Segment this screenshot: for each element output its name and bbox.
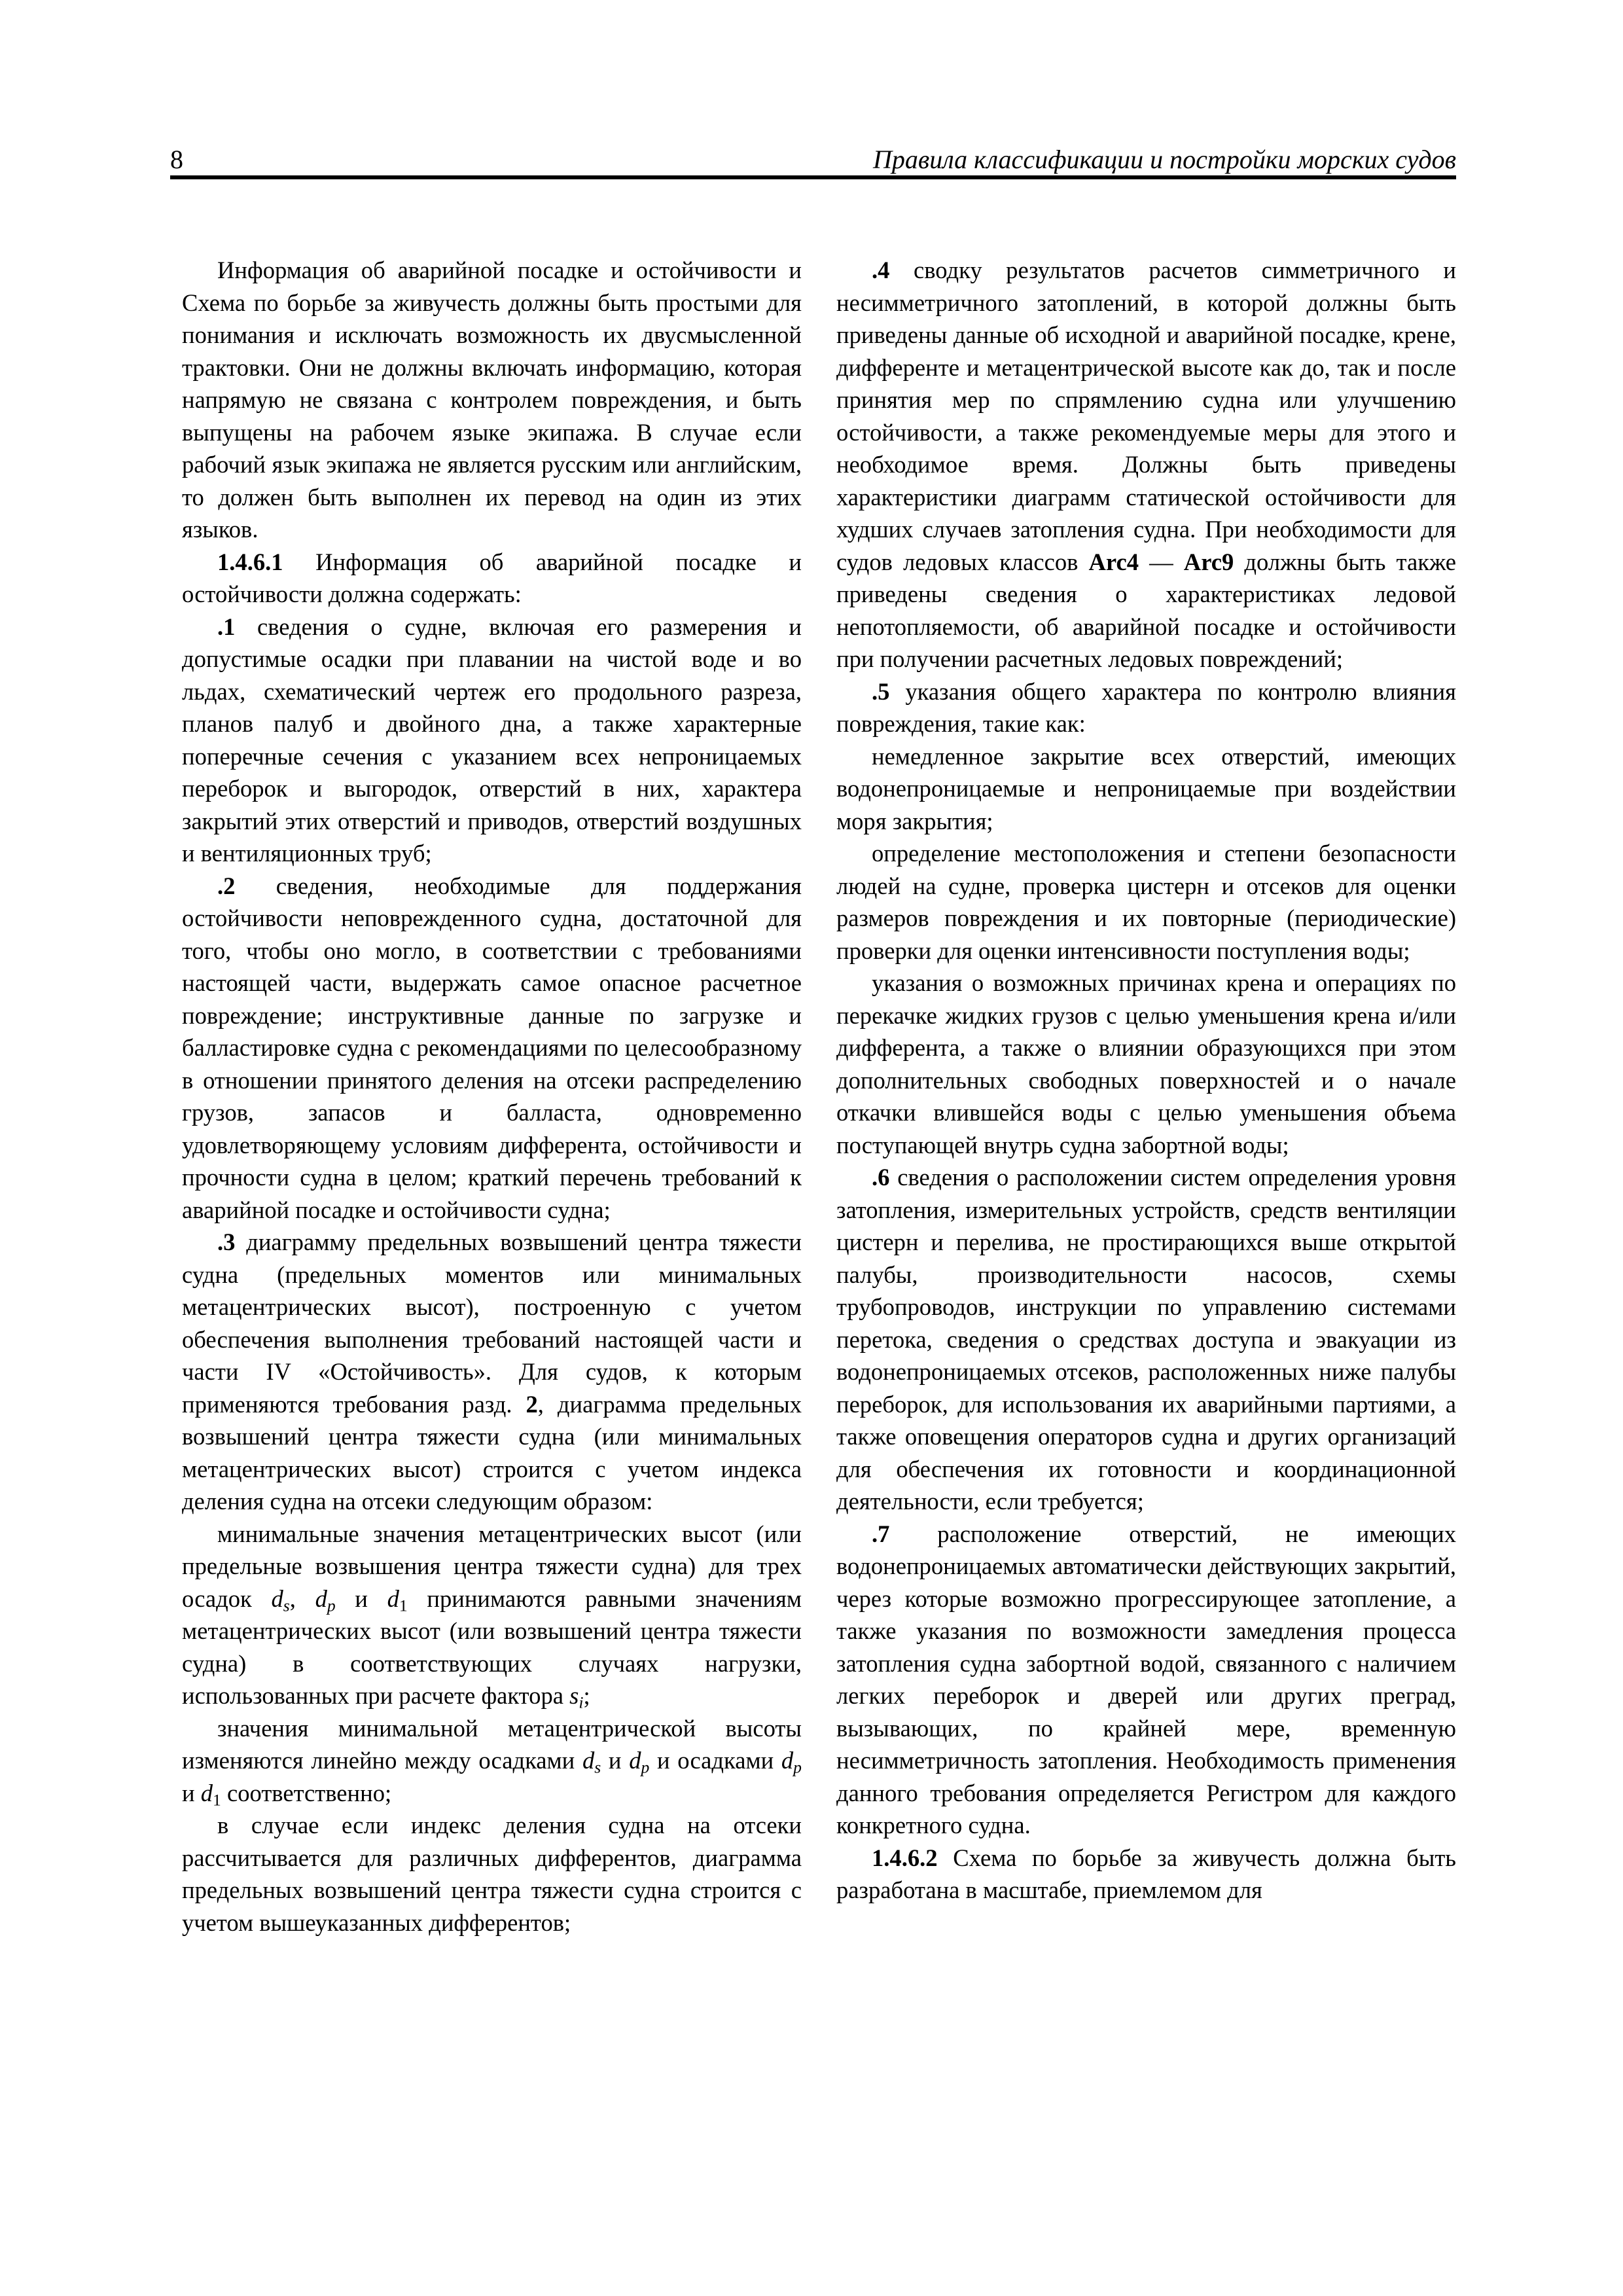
item-4: .4 сводку результатов расчетов симметричного и несимметричного затоплений, в которой должны быть приведены данные об исходной и аварийной посадке, крене, дифференте и метацентрической высоте как до, так и после принятия мер по спрямлению судна или улучшению остойчивости, а также рекомендуемые меры для этого и необходимое время. Должны быть приведены характеристики диаграмм статической остойчивости для худших случаев затопления судна. При необходимости для судов ледовых классов Arc4 — Arc9 должны быть также приведены сведения о характеристиках ледовой непотопляемости, об аварийной посадке и остойчивости при получении расчетных ледовых повреждений; [836,257,1456,672]
paragraph-intro: Информация об аварийной посадке и остойчивости и Схема по борьбе за живучесть должны быть простыми для понимания и исключать возможность их двусмысленной трактовки. Они не должны включать информацию, которая напрямую не связана с контролем повреждения, и быть выпущены на рабочем языке экипажа. В случае если рабочий язык экипажа не является русским или английским, то должен быть выполнен их перевод на один из этих языков. [182,257,802,543]
item-number: .2 [217,872,236,899]
paragraph-trim-diagram: в случае если индекс деления судна на отсеки рассчитывается для различных дифферентов, диаграмма предельных возвышений центра тяжести судна строится с учетом вышеуказанных дифферентов; [182,1812,802,1936]
clause-number: 1.4.6.2 [872,1844,938,1871]
paragraph-location-safety: определение местоположения и степени безопасности людей на судне, проверка цистерн и отсеков для оценки размеров повреждения и их повторные (периодические) проверки для оценки интенсивности поступления воды; [836,840,1456,964]
item-number: .6 [872,1164,890,1191]
clause-number: 1.4.6.1 [217,548,283,575]
item-5: .5 указания общего характера по контролю влияния повреждения, такие как: [836,677,1456,737]
left-column [182,254,802,1939]
paragraph-minimal-values: минимальные значения метацентрических высот (или предельные возвышения центра тяжести судна) для трех осадок $d_s$, $d_p$ и $d_1$ принимаются равными значениям метацентрических высот (или возвышений центра тяжести судна) в соответствующих случаях нагрузки, использованных при расчете фактора $s_i$; [182,1520,802,1712]
item-number: .1 [217,613,236,640]
paragraph-1-4-6-1: 1.4.6.1 Информация об аварийной посадке и остойчивости должна содержать: [182,548,802,607]
header-rule [170,175,1456,179]
ice-class-arc4: Arc4 [1088,548,1139,575]
paragraph-closure: немедленное закрытие всех отверстий, имеющих водонепроницаемые и непроницаемые при воздействии моря закрытия; [836,742,1456,834]
paragraph-1-4-6-2: 1.4.6.2 Схема по борьбе за живучесть должна быть разработана в масштабе, приемлемом для [836,1844,1456,1903]
section-reference: 2 [526,1390,538,1418]
right-column [836,254,1456,1907]
item-number: .3 [217,1229,236,1255]
paragraph-linear-variation: значения минимальной метацентрической высоты изменяются линейно между осадками $d_s$ и $d_p$ и осадками $d_p$ и $d_1$ соответственно; [182,1714,802,1809]
item-6: .6 сведения о расположении систем определения уровня затопления, измерительных устройств, средств вентиляции цистерн и перелива, не простирающихся выше открытой палубы, производительности насосов, схемы трубопроводов, инструкции по управлению системами перетока, сведения о средствах доступа и эвакуации из водонепроницаемых отсеков, расположенных ниже палубы переборок, для использования их аварийными партиями, а также оповещения операторов судна и других организаций для обеспечения их готовности и координационной деятельности, если требуется; [836,1164,1456,1515]
ice-class-arc9: Arc9 [1183,548,1234,575]
item-number: .7 [872,1520,890,1547]
paragraph-heel-causes: указания о возможных причинах крена и операциях по перекачке жидких грузов с целью уменьшения крена и/или дифферента, а также о влиянии образующихся при этом дополнительных свободных поверхностей и о начале откачки влившейся воды с целью уменьшения объема поступающей внутрь судна забортной воды; [836,969,1456,1158]
item-7: .7 расположение отверстий, не имеющих водонепроницаемых автоматически действующих закрытий, через которые возможно прогрессирующее затопление, а также указания по возможности замедления процесса затопления судна забортной водой, связанного с наличием легких переборок и дверей или других преград, вызывающих, по крайней мере, временную несимметричность затопления. Необходимость применения данного требования определяется Регистром для каждого конкретного судна. [836,1520,1456,1839]
item-number: .4 [872,257,890,283]
item-2: .2 сведения, необходимые для поддержания остойчивости неповрежденного судна, достаточной для того, чтобы оно могло, в соответствии с требованиями настоящей части, выдержать самое опасное расчетное повреждение; инструктивные данные по загрузке и балластировке судна с рекомендациями по целесообразному в отношении принятого деления на отсеки распределению грузов, запасов и балласта, одновременно удовлетворяющему условиям дифферента, остойчивости и прочности судна в целом; краткий перечень требований к аварийной посадке и остойчивости судна; [182,872,802,1223]
item-number: .5 [872,677,890,705]
item-1: .1 сведения о судне, включая его размерения и допустимые осадки при плавании на чистой воде и во льдах, схематический чертеж его продольного разреза, планов палуб и двойного дна, а также характерные поперечные сечения с указанием всех непроницаемых переборок и выгородок, отверстий в них, характера закрытий этих отверстий и приводов, отверстий воздушных и вентиляционных труб; [182,613,802,867]
page-number: 8 [170,145,183,174]
item-3: .3 диаграмму предельных возвышений центра тяжести судна (предельных моментов или минимальных метацентрических высот), построенную с учетом обеспечения выполнения требований настоящей части и части IV «Остойчивость». Для судов, к которым применяются требования разд. 2, диаграмма предельных возвышений центра тяжести судна (или минимальных метацентрических высот) строится с учетом индекса деления судна на отсеки следующим образом: [182,1229,802,1515]
running-title: Правила классификации и постройки морских судов [872,145,1456,174]
